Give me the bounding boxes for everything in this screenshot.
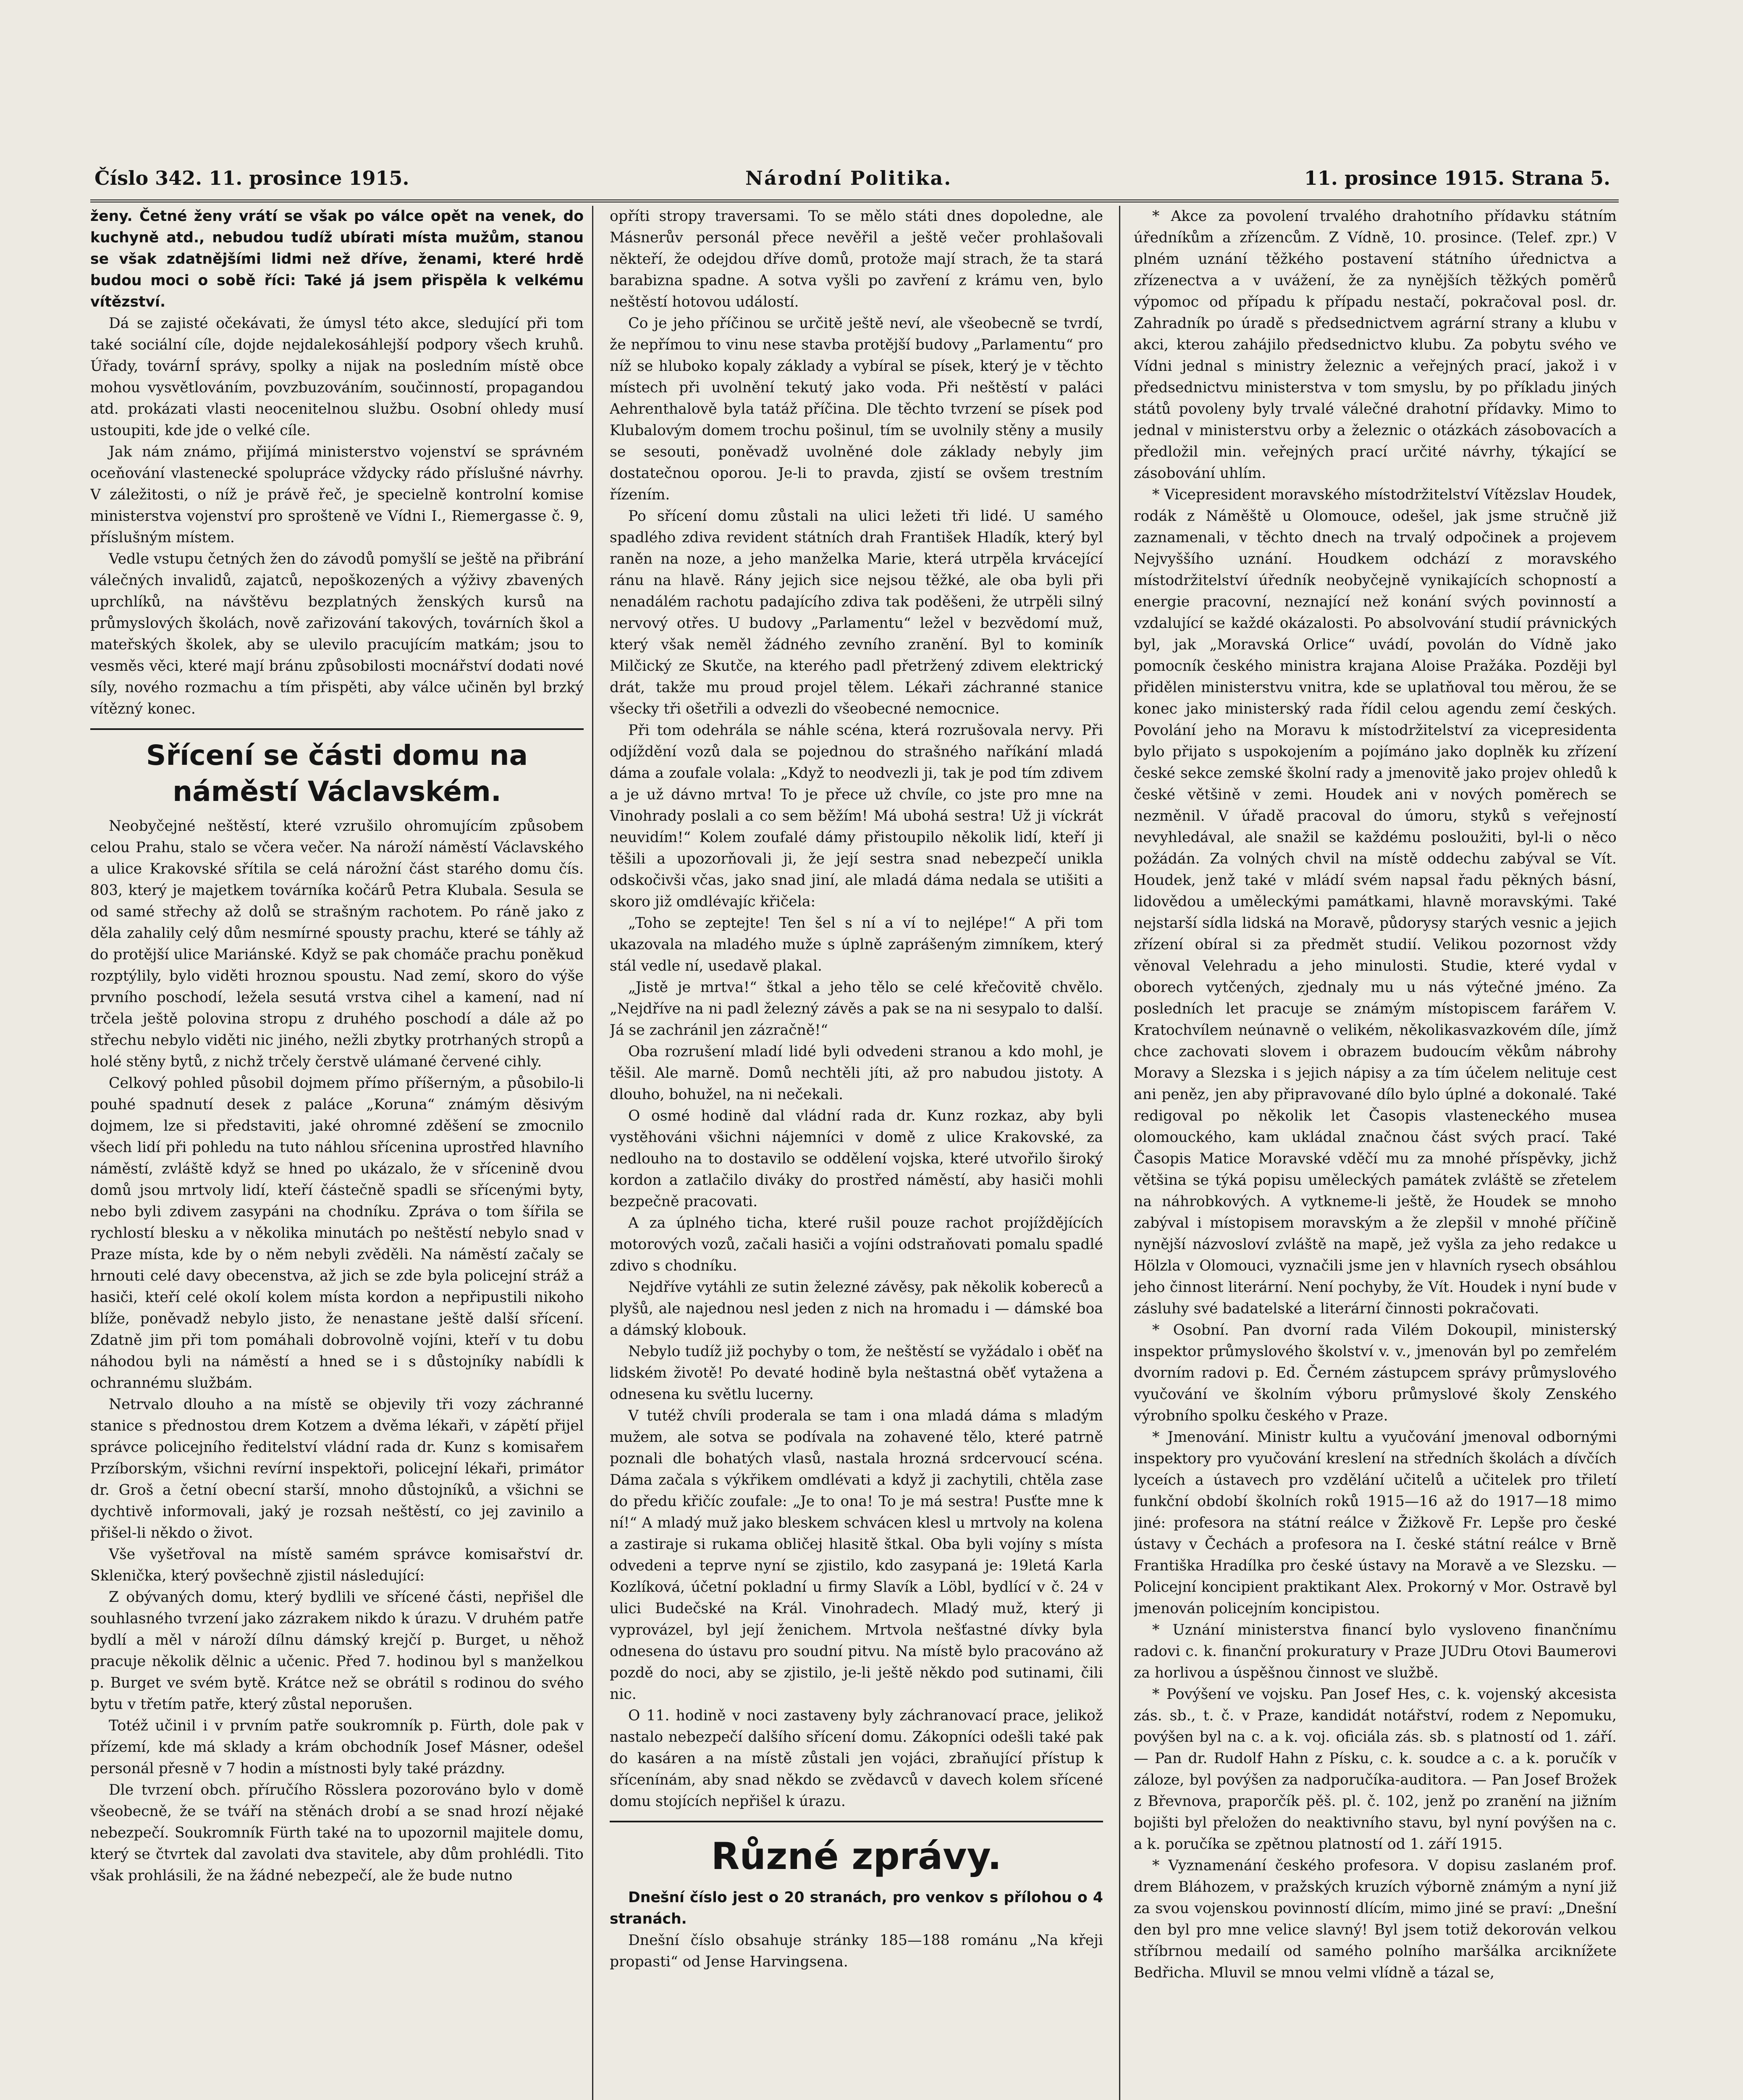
paragraph: Při tom odehrála se náhle scéna, která rozrušovala nervy. Při odjíždění vozů dala se pojednou do strašného naříkání mladá dáma a zoufale volala: „Když to neodvezli ji, tak je pod tím zdivem a je už dávno mrtva! To je přece už chvíle, co jste pro mne na Vinohrady poslali a co sem běžím! Má ubohá sestra! Už ji víckrát neuvidím!“ Kolem zoufalé dámy přistoupilo několik lidí, kteří ji těšili a upozorňovali ji, že její sestra snad nebezpečí unikla odskočivši včas, jako snad jiní, ale mladá dáma nedala se utišiti a skoro již omdlévajíc křičela: bbox=[610, 722, 1103, 910]
paragraph: Celkový pohled působil dojmem přímo příšerným, a působilo-li pouhé spadnutí desek z paláce „Koruna“ známým děsivým dojmem, lze si představiti, jaké ohromné zděšení se zmocnilo všech lidí při pohledu na tuto náhlou sřícenina uprostřed hlavního náměstí, zvláště když se hned po ukázalo, že v sřícenině dvou domů jsou mrtvoly lidí, kteří částečně spadli se sřícenými byty, nebo byli zdivem zasypáni na chodníku. Zpráva o tom šířila se rychlostí blesku a v několika minutách po neštěstí nebylo snad v Praze místa, kde by o něm nebyli zvěděli. Na náměstí začaly se hrnouti celé davy obecenstva, až jich se zde byla policejní stráž a hasiči, kteří celé okolí kolem místa kordon a nepřipustili nikoho blíže, poněvadž nebylo jisto, že nenastane ještě další sřícení. Zdatně jim při tom pomáhali dobrovolně vojíni, kteří v tu dobu náhodou byli na náměstí a hned se i s důstojníky nabídli k ochrannému službám. bbox=[90, 1075, 584, 1391]
column-3 bbox=[1134, 206, 1617, 2100]
paragraph: * Jmenování. Ministr kultu a vyučování jmenoval odbornými inspektory pro vyučování kreslení na středních školách a dívčích lyceích a ústavech pro vzdělání učitelů a učitelek pro třiletí funkční období školních roků 1915—16 až do 1917—18 mimo jiné: profesora na státní reálce v Žižkově Fr. Lepše pro české ústavy v Čechách a profesora na I. české státní reálce v Brně Františka Hradílka pro české ústavy na Moravě a ve Slezsku. — Policejní koncipient praktikant Alex. Prokorný v Mor. Ostravě byl jmenován policejním koncipistou. bbox=[1134, 1429, 1617, 1617]
paragraph: V tutéž chvíli proderala se tam i ona mladá dáma s mladým mužem, ale sotva se podívala na zohavené tělo, které patrně poznali dle bohatých vlasů, nastala hrozná srdcervoucí scéna. Dáma začala s výkřikem omdlévati a když ji zachytili, chtěla zase do předu křičíc zoufale: „Je to ona! To je má sestra! Pusťte mne k ní!“ A mladý muž jako bleskem schvácen klesl u mrtvoly na kolena a zastiraje si rukama obličej hlasitě štkal. Oba byli vojíny s místa odvedeni a teprve nyní se zjistilo, kdo zasypaná je: 19letá Karla Kozlíková, účetní pokladní u firmy Slavík a Löbl, bydlící v č. 24 v ulici Budečské na Král. Vinohradech. Mladý muž, který ji vyprovázel, byl její ženichem. Mrtvola nešťastné dívky byla odnesena do ústavu pro soudní pitvu. Na místě bylo pracováno až pozdě do noci, aby se zjistilo, je-li ještě někdo pod sutinami, čili nic. bbox=[610, 1407, 1103, 1703]
paragraph: Vedle vstupu četných žen do závodů pomyšlí se ještě na přibrání válečných invalidů, zajatců, nepoškozených a výživy zbavených uprchlíků, na návštěvu bezplatných ženských kursů na průmyslových školách, nově zařizování takových, továrních škol a mateřských školek, aby se ulevilo pracujícím matkám; jsou to vesměs věci, které mají bránu způsobilosti mocnářství dodati nové síly, nového rozmachu a tím přispěti, aby válce učiněn byl brzký vítězný konec. bbox=[90, 551, 584, 717]
paragraph: Totéž učinil i v prvním patře soukromník p. Fürth, dole pak v přízemí, kde má sklady a krám obchodník Josef Másner, odešel personál přesně v 7 hodin a místnosti byly také prázdny. bbox=[90, 1717, 584, 1777]
paragraph: * Uznání ministerstva financí bylo vysloveno finančnímu radovi c. k. finanční prokuratury v Praze JUDru Otovi Baumerovi za horlivou a úspěšnou činnost ve službě. bbox=[1134, 1622, 1617, 1681]
paragraph: Neobyčejné neštěstí, které vzrušilo ohromujícím způsobem celou Prahu, stalo se včera večer. Na nároží náměstí Václavského a ulice Krakovské sřítila se celá nárožní část starého domu čís. 803, který je majetkem továrníka kočárů Petra Klubala. Sesula se od samé střechy až dolů se strašným rachotem. Po ráně jako z děla zahalily celý dům nesmírné spousty prachu, které se táhly až do protější ulice Mariánské. Když se pak chomáče prachu poněkud rozptýlily, bylo viděti hroznou spoustu. Nad zemí, skoro do výše prvního poschodí, ležela sesutá vrstva cihel a kamení, nad ní trčela ještě polovina stropu z druhého poschodí a dále až po střechu nebylo viděti nic jiného, nežli zbytky protrhaných stropů a holé stěny bytů, z nichž trčely čerstvě ulámané červené cihly. bbox=[90, 818, 584, 1070]
paragraph: A za úplného ticha, které rušil pouze rachot projíždějících motorových vozů, začali hasiči a vojíni odstraňovati pomalu spadlé zdivo s chodníku. bbox=[610, 1215, 1103, 1274]
issue-number: Číslo 342. 11. prosince 1915. bbox=[94, 167, 409, 189]
page-number: 11. prosince 1915. Strana 5. bbox=[1304, 167, 1610, 189]
paragraph: Co je jeho příčinou se určitě ještě neví, ale všeobecně se tvrdí, že nepřímou to vinu nese stavba protější budovy „Parlamentu“ pro níž se hluboko kopaly základy a vybíral se písek, který je v těchto místech při uvolnění tekutý jako voda. Při neštěstí v paláci Aehrenthalově byla tatáž příčina. Dle těchto tvrzení se písek pod Klubalovým domem trochu pošinul, tím se uvolnily stěny a musily se sesouti, poněvadž uvolněné dole základy nebyly jim dostatečnou oporou. Je-li to pravda, zjistí se ovšem trestním řízením. bbox=[610, 315, 1103, 503]
paragraph: Nejdříve vytáhli ze sutin železné závěsy, pak několik kobereců a plyšů, ale najednou nesl jeden z nich na hromadu i — dámské boa a dámský klobouk. bbox=[610, 1279, 1103, 1339]
column-divider bbox=[1119, 206, 1120, 2100]
paragraph: ženy. Četné ženy vrátí se však po válce opět na venek, do kuchyně atd., nebudou tudíž ubírati místa mužům, stanou se však zdatnějšími lidmi než dříve, ženami, které hrdě budou moci o sobě říci: Také já jsem přispěla k velkému vítězství. bbox=[90, 208, 584, 310]
paragraph: Nebylo tudíž již pochyby o tom, že neštěstí se vyžádalo i oběť na lidském životě! Po devaté hodině byla neštastná oběť vytažena a odnesena ku světlu lucerny. bbox=[610, 1343, 1103, 1403]
paragraph: Po sřícení domu zůstali na ulici ležeti tři lidé. U samého spadlého zdiva revident státních drah František Hladík, který byl raněn na noze, a jeho manželka Marie, která utrpěla krvácející ránu na hlavě. Rány jejich sice nejsou těžké, ale oba byli při nenadálém rachotu padajícího zdiva tak poděšeni, že utrpěli silný nervový otřes. U budovy „Parlamentu“ ležel v bezvědomí muž, který však neměl žádného zevního zranění. Byl to kominík Milčický ze Skutče, na kterého padl přetržený zdivem elektrický drát, takže mu proud projel tělem. Lékaři záchranné stanice všecky tři ošetřili a odvezli do všeobecné nemocnice. bbox=[610, 508, 1103, 717]
section-headline: Různé zprávy. bbox=[711, 1835, 1002, 1878]
column-divider bbox=[592, 206, 593, 2100]
paragraph: Dnešní číslo obsahuje stránky 185—188 románu „Na křeji propasti“ od Jense Harvingsena. bbox=[610, 1932, 1103, 1970]
paragraph: Dle tvrzení obch. příručího Rösslera pozorováno bylo v domě všeobecně, že se tváří na stěnách drobí a se snad hrozí nějaké nebezpečí. Soukromník Fürth také na to upozornil majitele domu, který se čtvrtek dal zavolati dva stavitele, aby dům prohlédli. Tito však prohlásili, že na žádné nebezpečí, ale že bude nutno bbox=[90, 1782, 584, 1884]
paragraph: Netrvalo dlouho a na místě se objevily tři vozy záchranné stanice s přednostou drem Kotzem a dvěma lékaři, v zápětí přijel správce policejního ředitelství vládní rada dr. Kunz s komisařem Przíborským, všichni revírní inspektoři, policejní lékaři, primátor dr. Groš a četní obecní starší, mnoho důstojníků, a všichni se dychtivě informovali, jaký je rozsah neštěstí, co jej zavinilo a přišel-li někdo o život. bbox=[90, 1396, 584, 1541]
section-divider bbox=[90, 728, 584, 730]
column-2 bbox=[610, 206, 1103, 2100]
paragraph: „Jistě je mrtva!“ štkal a jeho tělo se celé křečovitě chvělo. „Nejdříve na ni padl železný závěs a pak se na ni sesypalo to další. Já se zachránil jen zázračně!“ bbox=[610, 979, 1103, 1039]
paragraph: Dnešní číslo jest o 20 stranách, pro venkov s přílohou o 4 stranách. bbox=[610, 1889, 1103, 1927]
paragraph: O 11. hodině v noci zastaveny byly záchranovací prace, jelikož nastalo nebezpečí dalšího sřícení domu. Zákopníci odešli také pak do kasáren a na místě zůstali jen vojáci, zbraňující přístup k sřícenínám, aby snad někdo se zvědavců v davech kolem sřícené domu stojících nepřišel k úrazu. bbox=[610, 1707, 1103, 1810]
paragraph: * Vicepresident moravského místodržitelství Vítězslav Houdek, rodák z Náměště u Olomouce, odešel, jak jsme stručně již zaznamenali, v těchto dnech na trvalý odpočinek a projevem Nejvyššího uznání. Houdkem odchází z moravského místodržitelství úředník neobyčejně vynikajících schopností a energie pracovní, neznající než konání svých povinností a vzdalující se každé okázalosti. Po absolvování studií právnických byl, jak „Moravská Orlice“ uvádí, povolán do Vídně jako pomocník českého ministra krajana Aloise Pražáka. Později byl přidělen ministerstvu vnitra, kde se uplatňoval tou měrou, že se konec jako ministerský rada řídil celou agendu zemí českých. Povolání jeho na Moravu k místodržitelství za vicepresidenta bylo přijato s uspokojením a pojímáno jako doplněk ku zřízení české sekce zemské školní rady a jmenovitě jako projev ohledů k české většině v zemi. Houdek ani v nových poměrech se nezměnil. V úřadě pracoval do úmoru, styků s veřejností nevyhledával, ale snažil se každému posloužiti, byl-li o něco požádán. Za volných chvil na místě oddechu zabýval se Vít. Houdek, jenž také v mládí svém napsal řadu pěkných básní, lidovědou a uměleckými památkami, hlavně moravskými. Také nejstarší sídla lidská na Moravě, půdorysy starých vesnic a jejich zřízení obíral si za předmět studií. Velikou pozornost vždy věnoval Velehradu a jeho minulosti. Studie, které vydal v oborech vytčených, zjednaly mu u nás výtečné jméno. Za posledních let pracuje se známým místopiscem farářem V. Kratochvílem neúnavně o velikém, několikasvazkovém díle, jímž chce zachovati slovem i obrazem budoucím věkům nábrohy Moravy a Slezska i s jejich nápisy a za tím účelem nelituje cest ani peněz, jen aby připravované dílo bylo úplné a dokonalé. Také redigoval po několik let Časopis vlasteneckého musea olomouckého, kam ukládal značnou část svých prací. Také Časopis Matice Moravské vděčí mu za mnohé příspěvky, jichž většina se týká popisu uměleckých památek zvláště se zřetelem na náhrobkových. A vytkneme-li ještě, že Houdek se mnoho zabýval i místopisem moravským a že zlepšil v mnohé příčině nynější názvosloví zvláště na mapě, jež vyšla za jeho redakce u Hölzla v Olomouci, vyznačili jsme jen v hlavních rysech obsáhlou jeho činnost literární. Není pochyby, že Vít. Houdek i nyní bude v zásluhy své badatelské a literární činnosti pokračovati. bbox=[1134, 486, 1617, 1317]
paragraph: * Osobní. Pan dvorní rada Vilém Dokoupil, ministerský inspektor průmyslového školství v. v., jmenován byl po zemřelém dvorním radovi p. Ed. Černém zástupcem správy průmyslového vyučování ve školním výboru průmyslové školy Zenského výrobního spolku českého v Praze. bbox=[1134, 1322, 1617, 1424]
paragraph: O osmé hodině dal vládní rada dr. Kunz rozkaz, aby byli vystěhováni všichni nájemníci v domě z ulice Krakovské, za nedlouho na to dostavilo se oddělení vojska, které utvořilo široký kordon a zatlačilo diváky do prostřed náměstí, aby hasiči mohli bezpečně pracovati. bbox=[610, 1108, 1103, 1210]
paragraph: * Povýšení ve vojsku. Pan Josef Hes, c. k. vojenský akcesista zás. sb., t. č. v Praze, kandidát notářství, rodem z Nepomuku, povýšen byl na c. a k. voj. oficiála zás. sb. s platností od 1. září. — Pan dr. Rudolf Hahn z Písku, c. k. soudce a c. a k. poručík v záloze, byl povýšen za nadporučíka-auditora. — Pan Josef Brožek z Břevnova, praporčík pěš. pl. č. 102, jenž po zranění na jižním bojišti byl přeložen do neaktivního stavu, byl nyní povýšen na c. a k. poručíka se zpětnou platností od 1. září 1915. bbox=[1134, 1686, 1617, 1853]
masthead bbox=[90, 166, 1619, 202]
section-divider bbox=[610, 1821, 1103, 1822]
paragraph: * Akce za povolení trvalého drahotního přídavku státním úředníkům a zřízencům. Z Vídně, 10. prosince. (Telef. zpr.) V plném uznání těžkého postavení státního úřednictva a zřízenectva a v uvážení, že za nynějších těžkých poměrů výpomoc od případu k případu nestačí, pokračoval posl. dr. Zahradník po úradě s předsednictvem agrární strany a klubu v akci, kterou zahájilo předsednictvo klubu. Za pobytu svého ve Vídni jednal s ministry železnic a veřejných prací, jakož i v předsednictvu ministerstva v tom smyslu, by po příkladu jiných států povoleny byly trvalé válečné drahotní přídavky. Mimo to jednal v ministerstvu orby a železnic o otázkách zásobovacích a předložil min. veřejných prací určité návrhy, týkající se zásobování uhlím. bbox=[1134, 208, 1617, 482]
paragraph: „Toho se zeptejte! Ten šel s ní a ví to nejlépe!“ A při tom ukazovala na mladého muže s úplně zaprášeným zimníkem, který stál vedle ní, usedavě plakal. bbox=[610, 915, 1103, 974]
paragraph: Jak nám známo, přijímá ministerstvo vojenství se správném oceňování vlastenecké spolupráce vždycky rádo příslušné návrhy. V záležitosti, o níž je právě řeč, je specielně kontrolní komise ministerstva vojenství pro sprošteně ve Vídni I., Riemergasse č. 9, příslušným místem. bbox=[90, 444, 584, 546]
column-1 bbox=[90, 206, 584, 2100]
paragraph: Z obývaných domu, který bydlili ve sřícené části, nepřišel dle souhlasného tvrzení jako zázrakem nikdo k úrazu. V druhém patře bydlí a měl v nároží dílnu dámský krejčí p. Burget, u něhož pracuje několik dělnic a učenic. Před 7. hodinou byl s manželkou p. Burget ve svém bytě. Krátce než se obrátil s rodinou do svého bytu v třetím patře, který zůstal neporušen. bbox=[90, 1589, 584, 1713]
paragraph: Vše vyšetřoval na místě samém správce komisařství dr. Sklenička, který povšechně zjistil následující: bbox=[90, 1546, 584, 1584]
paragraph: opříti stropy traversami. To se mělo státi dnes dopoledne, ale Másnerův personál přece nevěřil a ještě večer prohlašovali někteří, že odejdou dříve domů, protože mají strach, že ta stará barabizna spadne. A sotva vyšli po zavření z krámu ven, bylo neštěstí hotovou událostí. bbox=[610, 208, 1103, 310]
newspaper-title: Národní Politika. bbox=[745, 167, 952, 189]
paragraph: Oba rozrušení mladí lidé byli odvedeni stranou a kdo mohl, je těšil. Ale marně. Domů nechtěli jíti, až pro nabudou jistoty. A dlouho, bohužel, na ni nečekali. bbox=[610, 1043, 1103, 1103]
article-headline: Sřícení se části domu na náměstí Václavském. bbox=[146, 739, 528, 808]
paragraph: * Vyznamenání českého profesora. V dopisu zaslaném prof. drem Bláhozem, v pražských kruzích výborně známým a nyní již za svou vojenskou povinností dlícím, mimo jiné se praví: „Dnešní den byl pro mne velice slavný! Byl jsem totiž dekorován velkou stříbrnou medailí od samého polního maršálka arciknížete Bedřicha. Mluvil se mnou velmi vlídně a tázal se, bbox=[1134, 1857, 1617, 1981]
paragraph: Dá se zajisté očekávati, že úmysl této akce, sledující při tom také sociální cíle, dojde nejdalekosáhlejší podpory všech kruhů. Úřady, továrnÍ správy, spolky a nijak na posledním místě obce mohou vysvětlováním, povzbuzováním, součinností, propagandou atd. prokázati vlasti neocenitelnou službu. Osobní ohledy musí ustoupiti, kde jde o velké cíle. bbox=[90, 315, 584, 439]
